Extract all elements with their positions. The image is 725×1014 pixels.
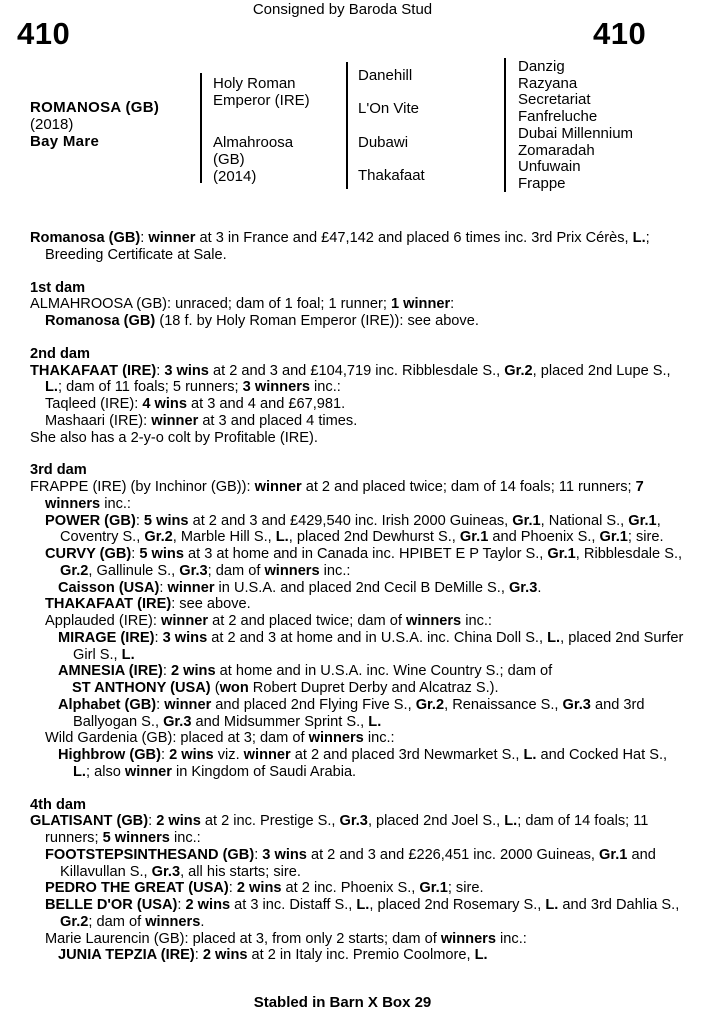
produce-mirage: MIRAGE (IRE): 3 wins at 2 and 3 at home and in U.S.A. inc. China Doll S., L., placed 2nd Surfer Girl S., L. (58, 629, 684, 663)
pedigree-g3-8: Frappe (518, 174, 566, 192)
pedigree-g2-4: Thakafaat (358, 167, 425, 184)
horse-name: ROMANOSA (GB) (30, 99, 160, 116)
produce-footstepsinthesand: FOOTSTEPSINTHESAND (GB): 3 wins at 2 and 3 and £226,451 inc. 2000 Guineas, Gr.1 and Killavullan S., Gr.3, all his starts; sire. (45, 846, 656, 880)
catalogue-body (30, 230, 685, 964)
produce-highbrow: Highbrow (GB): 2 wins viz. winner at 2 and placed 3rd Newmarket S., L. and Cocked Hat S., L.; also winner in Kingdom of Saudi Arabia. (58, 747, 668, 780)
produce-taqleed: Taqleed (IRE): 4 wins at 3 and 4 and £67,981. (45, 396, 346, 412)
pedigree-line-1 (200, 73, 202, 183)
pedigree-g3-5: Dubai Millennium (518, 124, 634, 142)
produce-mashaari: Mashaari (IRE): winner at 3 and placed 4 times. (45, 412, 358, 429)
produce-pedro-the-great: PEDRO THE GREAT (USA): 2 wins at 2 inc. Phoenix S., Gr.1; sire. (45, 880, 484, 897)
horse-sex: Bay Mare (30, 133, 100, 150)
pedigree-g3-6: Zomaradah (518, 141, 595, 159)
section-heading-3rd-dam: 3rd dam (30, 462, 87, 479)
pedigree-g3-2: Razyana (518, 74, 578, 92)
fourth-dam-entry: GLATISANT (GB): 2 wins at 2 inc. Prestige S., Gr.3, placed 2nd Joel S., L.; dam of 14 foals; 11 runners; 5 winners inc.: (30, 813, 649, 846)
horse-year: (2018) (30, 116, 74, 133)
produce-curvy: CURVY (GB): 5 wins at 3 at home and in Canada inc. HPIBET E P Taylor S., Gr.1, Ribblesdale S., Gr.2, Gallinule S., Gr.3; dam of winners inc.: (45, 546, 683, 579)
summary-paragraph: Romanosa (GB): winner at 3 in France and £47,142 and placed 6 times inc. 3rd Prix Cérès, L.; Breeding Certificate at Sale. (30, 230, 650, 263)
pedigree-sire: Holy Roman Emperor (IRE) (213, 75, 310, 109)
pedigree-g3-4: Fanfreluche (518, 108, 598, 126)
second-dam-note: She also has a 2-y-o colt by Profitable (IRE). (30, 429, 318, 446)
lot-number-right: 410 (593, 16, 647, 51)
horse-info (30, 99, 159, 150)
pedigree-g2-1: Danehill (358, 67, 413, 84)
pedigree-g2-2: L'On Vite (358, 100, 419, 117)
pedigree-g3 (518, 59, 633, 193)
produce-wild-gardenia: Wild Gardenia (GB): placed at 3; dam of winners inc.: (45, 730, 395, 747)
pedigree-g3-1: Danzig (518, 58, 565, 75)
pedigree-dam (213, 134, 293, 185)
stabling-footer: Stabled in Barn X Box 29 (253, 994, 432, 1011)
pedigree-g2-3: Dubawi (358, 134, 409, 151)
pedigree-line-3 (504, 58, 506, 192)
produce-caisson: Caisson (USA): winner in U.S.A. and placed 2nd Cecil B DeMille S., Gr.3. (58, 579, 542, 596)
produce-thakafaat: THAKAFAAT (IRE): see above. (45, 596, 251, 613)
section-heading-1st-dam: 1st dam (30, 279, 86, 296)
produce-junia-tepzia: JUNIA TEPZIA (IRE): 2 wins at 2 in Italy inc. Premio Coolmore, L. (58, 947, 488, 964)
pedigree-g3-3: Secretariat (518, 91, 591, 109)
first-dam-produce: Romanosa (GB) (18 f. by Holy Roman Emperor (IRE)): see above. (45, 313, 479, 329)
consigned-by: Consigned by Baroda Stud (252, 1, 433, 18)
dam-name: Almahroosa (213, 134, 294, 151)
third-dam-entry: FRAPPE (IRE) (by Inchinor (GB)): winner at 2 and placed twice; dam of 14 foals; 11 runners; 7 winners inc.: (30, 479, 644, 512)
section-heading-4th-dam: 4th dam (30, 796, 86, 813)
produce-power: POWER (GB): 5 wins at 2 and 3 and £429,540 inc. Irish 2000 Guineas, Gr.1, National S., Gr.1, Coventry S., Gr.2, Marble Hill S., L., placed 2nd Dewhurst S., Gr.1 and Phoenix S., Gr.1; sire. (45, 512, 664, 546)
pedigree-line-2 (346, 62, 348, 189)
first-dam-entry: ALMAHROOSA (GB): unraced; dam of 1 foal; 1 runner; 1 winner: (30, 296, 455, 313)
produce-st-anthony: ST ANTHONY (USA) (won Robert Dupret Derby and Alcatraz S.). (72, 680, 499, 696)
lot-number-left: 410 (17, 16, 71, 51)
section-heading-2nd-dam: 2nd dam (30, 345, 91, 362)
pedigree-g3-7: Unfuwain (518, 158, 581, 176)
produce-belle-dor: BELLE D'OR (USA): 2 wins at 3 inc. Distaff S., L., placed 2nd Rosemary S., L. and 3rd Dahlia S., Gr.2; dam of winners. (45, 897, 680, 930)
produce-alphabet: Alphabet (GB): winner and placed 2nd Flying Five S., Gr.2, Renaissance S., Gr.3 and 3rd Ballyogan S., Gr.3 and Midsummer Sprint S., L. (58, 696, 645, 730)
produce-applauded: Applauded (IRE): winner at 2 and placed twice; dam of winners inc.: (45, 613, 492, 629)
dam-year: (2014) (213, 168, 257, 185)
dam-country: (GB) (213, 151, 245, 168)
second-dam-entry: THAKAFAAT (IRE): 3 wins at 2 and 3 and £104,719 inc. Ribblesdale S., Gr.2, placed 2nd Lupe S., L.; dam of 11 foals; 5 runners; 3 winners inc.: (30, 362, 671, 396)
produce-amnesia: AMNESIA (IRE): 2 wins at home and in U.S.A. inc. Wine Country S.; dam of (58, 663, 553, 680)
produce-marie-laurencin: Marie Laurencin (GB): placed at 3, from only 2 starts; dam of winners inc.: (45, 930, 527, 947)
